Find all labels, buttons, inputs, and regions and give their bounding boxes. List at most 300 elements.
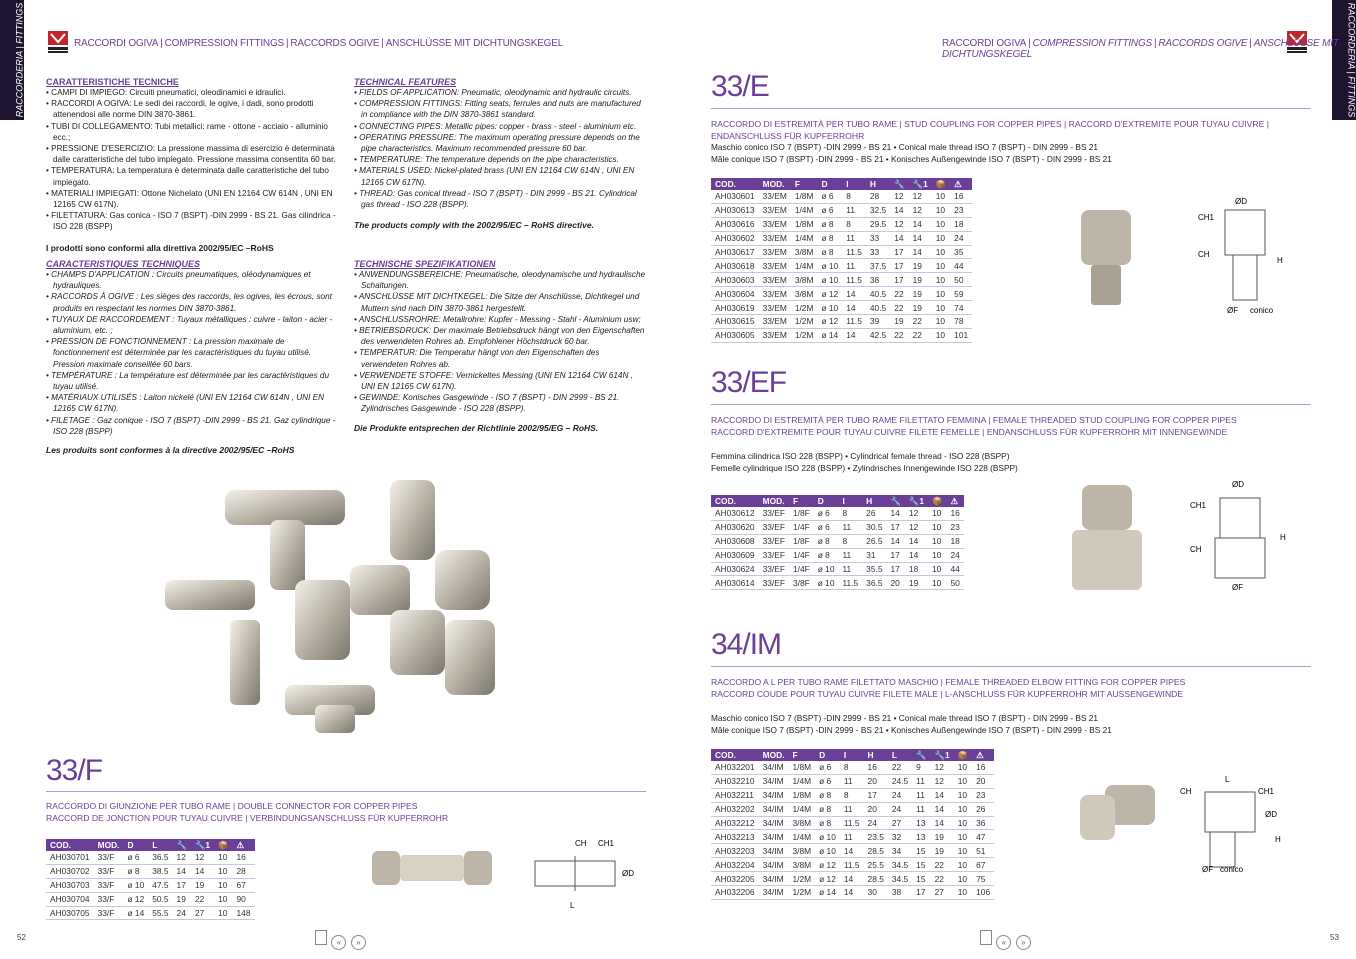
table-cell: 33/F (94, 851, 124, 864)
table-cell: 14 (905, 548, 928, 562)
table-header-cell: 🔧1 (909, 178, 932, 190)
table-cell: 11.5 (838, 576, 862, 590)
table-cell: 31 (862, 548, 886, 562)
table-cell: 1/4F (789, 520, 814, 534)
table-cell: 30.5 (862, 520, 886, 534)
table-cell: ø 6 (815, 774, 840, 788)
table-row (711, 872, 994, 886)
table-cell: 8 (838, 534, 862, 548)
table-cell: 19 (931, 830, 954, 844)
table-cell: ø 14 (123, 906, 148, 920)
list-item: • FIELDS OF APPLICATION: Pneumatic, oleodynamic and hydraulic circuits. (354, 87, 646, 98)
table-cell: 22 (931, 858, 954, 872)
table-cell: 26 (972, 802, 994, 816)
table-cell: 3/8M (791, 245, 818, 259)
table-cell: 50 (950, 273, 972, 287)
table-cell: 22 (909, 315, 932, 329)
table-row (46, 906, 255, 920)
table-cell: 10 (932, 287, 950, 301)
features-it (46, 77, 338, 253)
table-cell: 19 (909, 287, 932, 301)
prev-page-icon[interactable]: « (331, 935, 346, 950)
table-cell: 10 (932, 217, 950, 231)
table-cell: 1/2M (788, 886, 815, 900)
table-cell: 19 (909, 301, 932, 315)
table-cell: 78 (950, 315, 972, 329)
svg-text:CH1: CH1 (1198, 213, 1215, 222)
table-cell: 1/2M (791, 328, 818, 342)
svg-text:CH: CH (1180, 787, 1192, 796)
table-cell: 11 (912, 788, 930, 802)
list-item: • RACCORDI A OGIVA: Le sedi dei raccordi, le ogive, i dadi, sono prodotti attenendosi alle norme DIN 3870-3861. (46, 98, 338, 120)
table-cell: 37.5 (866, 259, 890, 273)
table-cell: AH030603 (711, 273, 759, 287)
table-cell: 16 (972, 761, 994, 774)
table-cell: 1/2M (791, 315, 818, 329)
table-cell: ø 8 (815, 788, 840, 802)
table-cell: 24 (888, 788, 912, 802)
table-cell: 14 (931, 788, 954, 802)
table-cell: 3/8M (788, 858, 815, 872)
svg-text:CH1: CH1 (1258, 787, 1275, 796)
list-item: • MATÉRIAUX UTILISÉS : Laiton nickelé (UNI EN 12164 CW 614N , UNI EN 12165 CW 617N). (46, 392, 338, 414)
table-cell: 11 (840, 830, 864, 844)
table-cell: AH030604 (711, 287, 759, 301)
table-header-cell: 📦 (932, 178, 950, 190)
table-cell: ø 10 (815, 844, 840, 858)
table-cell: 10 (932, 203, 950, 217)
table-row (711, 328, 972, 342)
document-icon[interactable] (315, 930, 327, 945)
features-it-note: I prodotti sono conformi alla direttiva 2002/95/EC –RoHS (46, 242, 274, 253)
table-cell: 10 (928, 534, 946, 548)
table-cell: 8 (840, 761, 864, 774)
table-cell: AH030705 (46, 906, 94, 920)
table-cell: 12 (909, 190, 932, 203)
table-cell: 1/4M (791, 231, 818, 245)
table-cell: 34/IM (759, 886, 789, 900)
features-de-note: Die Produkte entsprechen der Richtlinie 2002/95/EG – RoHS. (354, 422, 599, 433)
table-cell: ø 6 (814, 520, 839, 534)
table-cell: 16 (946, 507, 963, 520)
table-cell: 17 (886, 548, 904, 562)
right-sidebar-label: RACCORDERIA | FITTINGS (1346, 2, 1356, 118)
table-cell: 18 (905, 562, 928, 576)
product-bullets-33e: Maschio conico ISO 7 (BSPT) -DIN 2999 - BS 21 • Conical male thread ISO 7 (BSPT) - DIN 2999 - BS 21 Mâle conique ISO 7 (BSPT) -DIN 2999 - BS 21 • Konisches Außengewinde ISO 7 (BSPT) - DIN 2999 - BS 21 (711, 142, 1112, 164)
table-cell: 10 (214, 864, 232, 878)
table-cell: 23 (972, 788, 994, 802)
table-cell: 14 (931, 816, 954, 830)
table-cell: 42.5 (866, 328, 890, 342)
table-header-cell: COD. (711, 495, 759, 507)
table-cell: 3/8M (788, 816, 815, 830)
table-cell: 33 (866, 231, 890, 245)
table-cell: 15 (912, 844, 930, 858)
table-cell: 20 (864, 802, 888, 816)
table-cell: 10 (954, 788, 972, 802)
svg-text:H: H (1280, 533, 1286, 542)
table-cell: AH030609 (711, 548, 759, 562)
svg-text:ØF: ØF (1232, 583, 1244, 592)
table-cell: 19 (909, 273, 932, 287)
table-cell: 26 (862, 507, 886, 520)
list-item: • ANSCHLÜSSE MIT DICHTKEGEL: Die Sitze der Anschlüsse, Dichtkegel und Muttern sind nach DIN 3870-3861 hergestellt. (354, 291, 646, 313)
table-cell: ø 12 (817, 315, 842, 329)
table-cell: 1/4M (788, 802, 815, 816)
features-fr-note: Les produits sont conformes à la directive 2002/95/EC –RoHS (46, 445, 295, 456)
svg-text:H: H (1275, 835, 1281, 844)
table-header-cell: MOD. (759, 178, 791, 190)
table-cell: 1/4M (788, 774, 815, 788)
table-cell: 1/4F (789, 562, 814, 576)
page-number-left: 52 (17, 933, 26, 942)
photo-34im (1080, 785, 1155, 850)
svg-text:ØD: ØD (622, 869, 634, 878)
table-cell: ø 10 (123, 878, 148, 892)
table-cell: 17 (912, 886, 930, 900)
list-item: • FILETTATURA: Gas conica - ISO 7 (BSPT) -DIN 2999 - BS 21. Gas cilindrica - ISO 228 (BSPP) (46, 210, 338, 232)
svg-text:ØD: ØD (1235, 197, 1247, 206)
table-cell: ø 8 (817, 231, 842, 245)
table-row (711, 203, 972, 217)
list-item: • TEMPERATUR: Die Temperatur hängt von den Eigenschaften des verwendeten Rohres ab. (354, 347, 646, 369)
table-cell: 34/IM (759, 802, 789, 816)
table-cell: 148 (233, 906, 255, 920)
table-header-cell: 🔧 (912, 749, 930, 761)
table-cell: 33/F (94, 892, 124, 906)
table-header-cell: MOD. (94, 839, 124, 851)
table-cell: 28 (866, 190, 890, 203)
table-cell: 11 (842, 203, 866, 217)
table-header-cell: F (789, 495, 814, 507)
list-item: • TEMPERATURA: La temperatura è determinata dalle caratteristiche del tubo impiegato. (46, 165, 338, 187)
table-33e (711, 178, 972, 343)
features-fr (46, 259, 338, 455)
table-cell: 11 (912, 774, 930, 788)
table-row (711, 217, 972, 231)
table-cell: 10 (954, 844, 972, 858)
table-row (711, 231, 972, 245)
table-cell: AH032212 (711, 816, 759, 830)
drawing-34im (1180, 772, 1290, 882)
table-cell: 36.5 (148, 851, 172, 864)
features-en-note: The products comply with the 2002/95/EC – RoHS directive. (354, 220, 594, 231)
table-cell: 10 (214, 878, 232, 892)
table-cell: 3/8M (788, 844, 815, 858)
table-cell: 20 (972, 774, 994, 788)
table-cell: 10 (954, 886, 972, 900)
table-cell: 30 (864, 886, 888, 900)
table-cell: 11 (842, 259, 866, 273)
table-cell: 35.5 (862, 562, 886, 576)
features-de-title: TECHNISCHE SPEZIFIKATIONEN (354, 259, 496, 269)
left-page-header: RACCORDI OGIVA | COMPRESSION FITTINGS | RACCORDS OGIVE | ANSCHLÜSSE MIT DICHTUNGSKEGEL (74, 38, 564, 49)
table-cell: 39 (866, 315, 890, 329)
table-cell: 18 (950, 217, 972, 231)
table-header-cell: 🔧 (886, 495, 904, 507)
table-cell: 14 (842, 301, 866, 315)
table-cell: 34/IM (759, 830, 789, 844)
table-cell: 101 (950, 328, 972, 342)
table-cell: ø 8 (815, 802, 840, 816)
table-cell: 17 (890, 273, 908, 287)
table-cell: 12 (931, 774, 954, 788)
features-fr-list (46, 269, 338, 437)
list-item: • CHAMPS D'APPLICATION : Circuits pneumatiques, oléodynamiques et hydrauliques. (46, 269, 338, 291)
table-cell: 10 (932, 190, 950, 203)
table-row (46, 892, 255, 906)
table-row (711, 761, 994, 774)
table-row (711, 858, 994, 872)
table-cell: 36.5 (862, 576, 886, 590)
table-cell: 11 (840, 802, 864, 816)
list-item: • TUBI DI COLLEGAMENTO: Tubi metallici: rame - ottone - acciaio - alluminio ecc.; (46, 121, 338, 143)
table-cell: AH030620 (711, 520, 759, 534)
table-cell: 67 (233, 878, 255, 892)
table-cell: 10 (214, 906, 232, 920)
table-cell: 10 (928, 507, 946, 520)
table-cell: 40.5 (866, 301, 890, 315)
table-cell: 34.5 (888, 872, 912, 886)
table-header-cell: I (838, 495, 862, 507)
table-cell: AH032213 (711, 830, 759, 844)
list-item: • RACCORDS À OGIVE : Les sièges des raccords, les ogives, les écrous, sont produits en respectant les normes DIN 3870-3861. (46, 291, 338, 313)
product-desc-33ef: RACCORDO DI ESTREMITÀ PER TUBO RAME FILETTATO FEMMINA | FEMALE THREADED STUD COUPLING FOR COPPER PIPES RACCORD D'EXTREMITE POUR TUYAU CUIVRE FILETE FEMELLE | ENDANSCHLUSS FÜR KUPFERROHR MIT INNENGEWINDE (711, 415, 1237, 437)
table-cell: 1/8M (788, 788, 815, 802)
table-cell: 59 (950, 287, 972, 301)
table-cell: 33/EM (759, 259, 791, 273)
table-cell: 19 (905, 576, 928, 590)
svg-text:conico: conico (1220, 865, 1244, 874)
product-desc-33e: RACCORDO DI ESTREMITÀ PER TUBO RAME | STUD COUPLING FOR COPPER PIPES | RACCORD D'EXTREMITE POUR TUYAU CUIVRE | ENDANSCHLUSS FÜR KUPFERROHR (711, 119, 1269, 141)
table-cell: 51 (972, 844, 994, 858)
table-row (711, 830, 994, 844)
table-cell: 10 (932, 231, 950, 245)
table-cell: ø 6 (815, 761, 840, 774)
table-cell: 19 (890, 315, 908, 329)
features-it-list (46, 87, 338, 233)
fittings-photo (165, 470, 505, 740)
features-en-title: TECHNICAL FEATURES (354, 77, 457, 87)
list-item: • TEMPERATURE: The temperature depends on the pipe characteristics. (354, 154, 646, 165)
product-bullets-34im: Maschio conico ISO 7 (BSPT) -DIN 2999 - BS 21 • Conical male thread ISO 7 (BSPT) - DIN 2999 - BS 21 Mâle conique ISO 7 (BSPT) -DIN 2999 - BS 21 • Konisches Außengewinde ISO 7 (BSPT) - DIN 2999 - BS 21 (711, 713, 1112, 735)
table-cell: 55.5 (148, 906, 172, 920)
list-item: • ANSCHLUSSROHRE: Metallrohre: Kupfer - Messing - Stahl - Aluminium usw; (354, 314, 646, 325)
table-header-cell: ⚠ (950, 178, 972, 190)
list-item: • TEMPÉRATURE : La température est déterminée par les caractéristiques du tuyau utilisé. (46, 370, 338, 392)
table-row (711, 507, 964, 520)
table-header-cell: H (862, 495, 886, 507)
table-cell: AH030617 (711, 245, 759, 259)
product-code-33ef: 33/EF (711, 366, 787, 399)
next-page-icon[interactable]: » (1016, 935, 1031, 950)
next-page-icon[interactable]: » (351, 935, 366, 950)
table-cell: 12 (909, 203, 932, 217)
document-icon[interactable] (980, 930, 992, 945)
table-cell: 14 (840, 844, 864, 858)
table-cell: 28.5 (864, 872, 888, 886)
table-cell: AH030619 (711, 301, 759, 315)
table-cell: 14 (191, 864, 214, 878)
table-cell: 17 (173, 878, 191, 892)
table-cell: 10 (954, 802, 972, 816)
table-cell: 38.5 (148, 864, 172, 878)
features-en-list (354, 87, 646, 210)
table-cell: 20 (886, 576, 904, 590)
table-cell: 19 (173, 892, 191, 906)
table-header-cell: D (815, 749, 840, 761)
table-cell: 36 (972, 816, 994, 830)
table-cell: 14 (909, 217, 932, 231)
table-cell: AH030608 (711, 534, 759, 548)
table-cell: 33/EF (759, 576, 789, 590)
table-cell: ø 14 (817, 328, 842, 342)
table-cell: 106 (972, 886, 994, 900)
table-cell: 24 (888, 802, 912, 816)
svg-text:L: L (1225, 775, 1230, 784)
table-cell: 1/2M (788, 872, 815, 886)
table-cell: AH030602 (711, 231, 759, 245)
right-page-header: RACCORDI OGIVA | COMPRESSION FITTINGS | RACCORDS OGIVE | ANSCHLÜSSE MIT DICHTUNGSKEGEL (942, 38, 1339, 60)
table-cell: 12 (931, 761, 954, 774)
table-header-cell: ⚠ (972, 749, 994, 761)
divider (711, 404, 1311, 405)
table-cell: AH030624 (711, 562, 759, 576)
table-cell: AH030615 (711, 315, 759, 329)
table-cell: 33/EF (759, 534, 789, 548)
table-cell: 27 (888, 816, 912, 830)
table-row (46, 878, 255, 892)
table-row (711, 245, 972, 259)
table-cell: ø 10 (817, 259, 842, 273)
table-cell: 3/8M (791, 273, 818, 287)
table-cell: 17 (864, 788, 888, 802)
table-cell: 14 (173, 864, 191, 878)
table-header-cell: MOD. (759, 495, 789, 507)
table-cell: AH030703 (46, 878, 94, 892)
right-sidebar (1332, 0, 1356, 120)
table-cell: ø 8 (814, 534, 839, 548)
table-header-cell: 🔧1 (931, 749, 954, 761)
table-cell: AH030612 (711, 507, 759, 520)
table-cell: 18 (946, 534, 963, 548)
table-header-cell: 🔧1 (191, 839, 214, 851)
table-cell: 44 (950, 259, 972, 273)
table-cell: 50.5 (148, 892, 172, 906)
table-header-cell: D (123, 839, 148, 851)
table-cell: 10 (932, 315, 950, 329)
table-cell: 23 (950, 203, 972, 217)
features-de (354, 259, 646, 433)
table-cell: 22 (931, 872, 954, 886)
product-desc-34im: RACCORDO A L PER TUBO RAME FILETTATO MASCHIO | FEMALE THREADED ELBOW FITTING FOR COPPER PIPES RACCORD COUDE POUR TUYAU CUIVRE FILETE MALE | L-ANSCHLUSS FÜR KUPFERROHR MIT AUSSENGEWINDE (711, 677, 1186, 699)
svg-text:ØF: ØF (1202, 865, 1214, 874)
table-cell: AH030701 (46, 851, 94, 864)
table-cell: 14 (886, 507, 904, 520)
photo-33ef (1072, 485, 1142, 600)
table-cell: 8 (842, 190, 866, 203)
drawing-33f (530, 836, 640, 921)
table-cell: 11 (842, 231, 866, 245)
product-code-33f: 33/F (46, 754, 103, 787)
table-cell: ø 12 (815, 858, 840, 872)
table-row (711, 190, 972, 203)
footer-nav-left (315, 930, 366, 950)
table-cell: 17 (886, 520, 904, 534)
table-cell: 17 (890, 245, 908, 259)
table-cell: 19 (909, 259, 932, 273)
table-cell: 24 (864, 816, 888, 830)
table-row (711, 576, 964, 590)
left-sidebar (0, 0, 24, 120)
table-row (711, 520, 964, 534)
table-cell: ø 12 (815, 872, 840, 886)
table-cell: 33/EF (759, 507, 789, 520)
table-row (711, 287, 972, 301)
list-item: • OPERATING PRESSURE: The maximum operating pressure depends on the pipe characteristics. Maximum recommended pressure 60 bar. (354, 132, 646, 154)
features-fr-title: CARACTERISTIQUES TECHNIQUES (46, 259, 201, 269)
left-sidebar-label: RACCORDERIA | FITTINGS (14, 2, 25, 118)
table-header-cell: 🔧1 (905, 495, 928, 507)
table-cell: 33/EM (759, 287, 791, 301)
table-cell: 10 (928, 520, 946, 534)
table-row (711, 273, 972, 287)
table-cell: 14 (840, 886, 864, 900)
table-cell: 14 (842, 287, 866, 301)
table-cell: 12 (890, 217, 908, 231)
table-cell: 33/EM (759, 328, 791, 342)
table-header-cell: 🔧 (890, 178, 908, 190)
photo-33e (1076, 210, 1136, 315)
table-cell: 22 (890, 328, 908, 342)
table-cell: 10 (928, 562, 946, 576)
table-cell: 12 (173, 851, 191, 864)
table-cell: ø 14 (815, 886, 840, 900)
table-cell: 11 (838, 520, 862, 534)
table-row (711, 788, 994, 802)
table-row (711, 802, 994, 816)
table-cell: 13 (912, 816, 930, 830)
table-cell: AH030601 (711, 190, 759, 203)
list-item: • MATERIALS USED: Nickel-plated brass (UNI EN 12164 CW 614N , UNI EN 12165 CW 617N). (354, 165, 646, 187)
table-cell: 33/EF (759, 520, 789, 534)
list-item: • COMPRESSION FITTINGS: Fitting seats, ferrules and nuts are manufactured in compliance with the DIN 3870-3861 standard. (354, 98, 646, 120)
table-cell: AH032210 (711, 774, 759, 788)
table-cell: AH030605 (711, 328, 759, 342)
features-de-list (354, 269, 646, 415)
table-header-cell: I (840, 749, 864, 761)
table-cell: ø 10 (817, 301, 842, 315)
table-cell: 11.5 (840, 858, 864, 872)
table-cell: 33/EM (759, 245, 791, 259)
prev-page-icon[interactable]: « (996, 935, 1011, 950)
table-header-cell: I (842, 178, 866, 190)
table-header-cell: D (817, 178, 842, 190)
table-cell: 3/8F (789, 576, 814, 590)
table-cell: 11.5 (842, 315, 866, 329)
table-header-cell: H (866, 178, 890, 190)
table-cell: AH032204 (711, 858, 759, 872)
table-row (711, 548, 964, 562)
drawing-33e (1195, 195, 1295, 325)
table-header-cell: 📦 (928, 495, 946, 507)
table-cell: 11 (838, 562, 862, 576)
list-item: • BETRIEBSDRUCK: Der maximale Betriebsdruck hängt von den Eigenschaften des verwendeten Rohres ab. Empfohlener Höchstdruck 60 bar. (354, 325, 646, 347)
table-header-cell: COD. (711, 178, 759, 190)
table-cell: 11 (838, 548, 862, 562)
table-cell: ø 6 (817, 190, 842, 203)
table-row (711, 301, 972, 315)
